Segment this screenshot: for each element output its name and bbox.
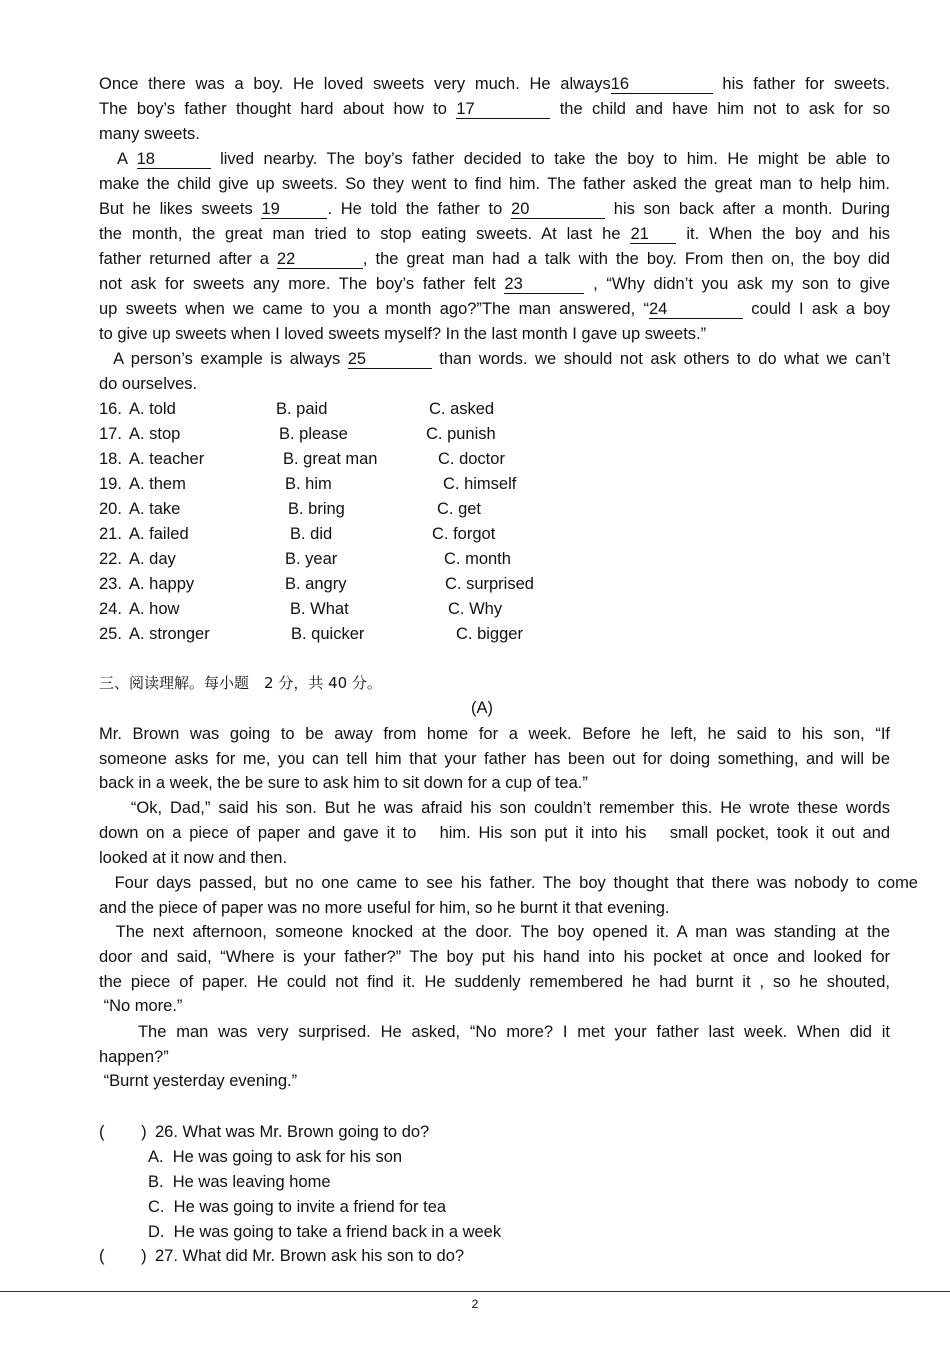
option-choice-b: B. year — [285, 550, 338, 568]
question-choice: C. He was going to invite a friend for tea — [148, 1198, 447, 1216]
option-choice-a: A. stronger — [129, 625, 210, 643]
cloze-line — [99, 299, 890, 319]
passage-line: the piece of paper. He could not find it. He suddenly remembered he had burnt it , so he shouted, — [99, 973, 890, 991]
answer-bracket: ( ) — [99, 1247, 147, 1265]
option-choice-a: A. take — [129, 500, 181, 518]
cloze-text: to give up sweets when I loved sweets myself? In the last month I gave up sweets.” — [99, 325, 707, 343]
cloze-blank: 23 — [504, 275, 584, 294]
cloze-text: The boy’s father thought hard about how to — [99, 100, 457, 118]
option-choice-b: B. please — [279, 425, 348, 443]
question-choice: D. He was going to take a friend back in a week — [148, 1223, 502, 1241]
cloze-blank: 25 — [348, 350, 432, 369]
cloze-text: the month, the great man tried to stop eating sweets. At last he — [99, 225, 631, 243]
passage-label: (A) — [471, 699, 493, 717]
cloze-blank: 24 — [649, 300, 743, 319]
cloze-text: A — [99, 150, 137, 168]
cloze-line — [99, 124, 890, 144]
cloze-blank: 22 — [277, 250, 363, 269]
option-choice-a: A. teacher — [129, 450, 205, 468]
option-choice-a: A. day — [129, 550, 176, 568]
option-choice-b: B. What — [290, 600, 349, 618]
cloze-blank: 21 — [630, 225, 676, 244]
cloze-text: his father for sweets. — [712, 75, 890, 93]
cloze-line — [99, 149, 890, 169]
passage-line: door and said, “Where is your father?” The boy put his hand into his pocket at once and looked for — [99, 948, 890, 966]
option-number: 18. — [99, 450, 122, 468]
question-choice: B. He was leaving home — [148, 1173, 331, 1191]
option-choice-c: C. himself — [443, 475, 517, 493]
cloze-text: many sweets. — [99, 125, 200, 143]
passage-line: The man was very surprised. He asked, “No more? I met your father last week. When did it — [99, 1023, 890, 1041]
option-choice-b: B. paid — [276, 400, 328, 418]
option-choice-c: C. punish — [426, 425, 496, 443]
cloze-line — [99, 199, 890, 219]
passage-line: and the piece of paper was no more useful for him, so he burnt it that evening. — [99, 899, 670, 917]
option-choice-a: A. how — [129, 600, 180, 618]
option-choice-c: C. surprised — [445, 575, 534, 593]
cloze-text: Once there was a boy. He loved sweets very much. He always — [99, 75, 611, 93]
cloze-text: A person’s example is always — [99, 350, 348, 368]
passage-line: “No more.” — [99, 997, 183, 1015]
passage-line: back in a week, the be sure to ask him to sit down for a cup of tea.” — [99, 774, 588, 792]
passage-line: looked at it now and then. — [99, 849, 288, 867]
option-choice-c: C. get — [437, 500, 482, 518]
passage-line: “Burnt yesterday evening.” — [99, 1072, 298, 1090]
cloze-line — [99, 174, 890, 194]
cloze-line — [99, 99, 890, 119]
cloze-line — [99, 324, 890, 344]
cloze-text: do ourselves. — [99, 375, 198, 393]
option-number: 20. — [99, 500, 122, 518]
option-number: 23. — [99, 575, 122, 593]
cloze-blank: 20 — [511, 200, 605, 219]
cloze-text: But he likes sweets — [99, 200, 262, 218]
option-choice-c: C. month — [444, 550, 511, 568]
cloze-line — [99, 224, 890, 244]
option-choice-b: B. great man — [283, 450, 378, 468]
cloze-line — [99, 274, 890, 294]
cloze-text: his son back after a month. During — [605, 200, 890, 218]
option-choice-b: B. angry — [285, 575, 347, 593]
option-number: 21. — [99, 525, 122, 543]
passage-line: happen?” — [99, 1048, 169, 1066]
option-choice-b: B. quicker — [291, 625, 365, 643]
passage-line: Mr. Brown was going to be away from home for a week. Before he left, he said to his son, “If — [99, 725, 890, 743]
option-choice-b: B. did — [290, 525, 333, 543]
passage-line: someone asks for me, you can tell him that your father has been out for doing something, and will be — [99, 750, 890, 768]
option-choice-a: A. failed — [129, 525, 189, 543]
option-number: 19. — [99, 475, 122, 493]
option-choice-a: A. stop — [129, 425, 181, 443]
cloze-text: lived nearby. The boy’s father decided to take the boy to him. He might be able to — [210, 150, 890, 168]
option-choice-c: C. bigger — [456, 625, 523, 643]
cloze-text: , “Why didn’t you ask my son to give — [584, 275, 890, 293]
cloze-blank: 18 — [137, 150, 211, 169]
option-choice-b: B. him — [285, 475, 332, 493]
cloze-blank: 17 — [456, 100, 550, 119]
cloze-line — [99, 374, 890, 394]
option-number: 17. — [99, 425, 122, 443]
cloze-text: it. When the boy and his — [676, 225, 890, 243]
cloze-text: the child and have him not to ask for so — [550, 100, 890, 118]
cloze-line — [99, 349, 890, 369]
question-stem: 26. What was Mr. Brown going to do? — [155, 1123, 430, 1141]
option-choice-b: B. bring — [288, 500, 345, 518]
passage-line: down on a piece of paper and gave it to him. His son put it into his small pocket, took it out and — [99, 824, 890, 842]
question-choice: A. He was going to ask for his son — [148, 1148, 403, 1166]
option-number: 25. — [99, 625, 122, 643]
cloze-text: up sweets when we came to you a month ago?”The man answered, “ — [99, 300, 649, 318]
option-choice-a: A. told — [129, 400, 176, 418]
option-choice-a: A. them — [129, 475, 186, 493]
cloze-text: father returned after a — [99, 250, 277, 268]
option-choice-c: C. asked — [429, 400, 495, 418]
cloze-blank: 19 — [261, 200, 327, 219]
cloze-line — [99, 249, 890, 269]
option-choice-c: C. doctor — [438, 450, 505, 468]
passage-line: The next afternoon, someone knocked at the door. The boy opened it. A man was standing at the — [99, 923, 890, 941]
option-choice-c: C. Why — [448, 600, 503, 618]
option-number: 22. — [99, 550, 122, 568]
footer-divider — [0, 1291, 950, 1292]
option-number: 24. — [99, 600, 122, 618]
option-number: 16. — [99, 400, 122, 418]
cloze-text: , the great man had a talk with the boy. From then on, the boy did — [362, 250, 890, 268]
cloze-line — [99, 74, 890, 94]
question-stem: 27. What did Mr. Brown ask his son to do? — [155, 1247, 465, 1265]
cloze-text: . He told the father to — [327, 200, 512, 218]
cloze-text: not ask for sweets any more. The boy’s father felt — [99, 275, 505, 293]
passage-line: “Ok, Dad,” said his son. But he was afraid his son couldn’t remember this. He wrote these words — [99, 799, 890, 817]
section-title: 三、阅读理解。每小题 2 分，共 40 分。 — [99, 674, 382, 692]
answer-bracket: ( ) — [99, 1123, 147, 1141]
page-number: 2 — [471, 1297, 479, 1311]
option-choice-a: A. happy — [129, 575, 195, 593]
option-choice-c: C. forgot — [432, 525, 496, 543]
cloze-blank: 16 — [611, 75, 713, 94]
cloze-text: could I ask a boy — [742, 300, 890, 318]
cloze-text: make the child give up sweets. So they went to find him. The father asked the great man to help him. — [99, 175, 890, 193]
passage-line: Four days passed, but no one came to see his father. The boy thought that there was nobody to come — [99, 874, 918, 892]
cloze-text: than words. we should not ask others to do what we can’t — [431, 350, 890, 368]
